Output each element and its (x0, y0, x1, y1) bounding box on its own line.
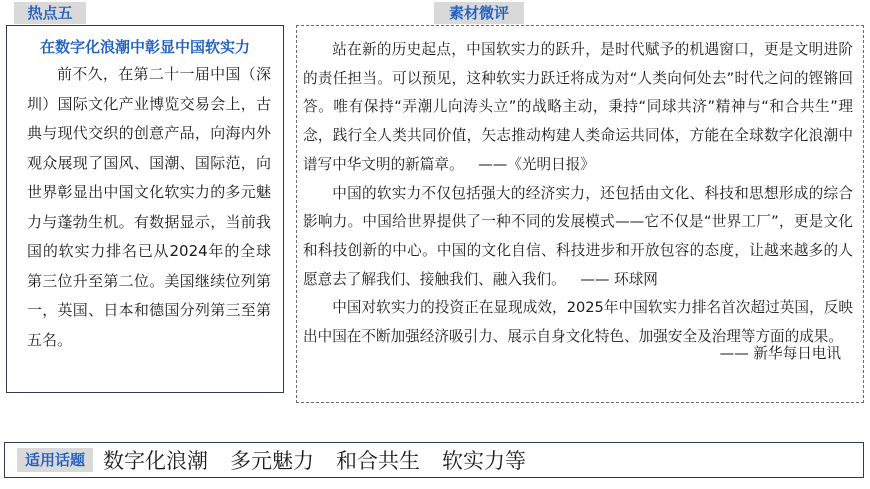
topic-item: 和合共生 (336, 449, 421, 473)
commentary-text-2: 中国的软实力不仅包括强大的经济实力，还包括由文化、科技和思想形成的综合影响力。中国给世界提供了一种不同的发展模式——它不仅是“世界工厂”，更是文化和科技创新的中心。中国的文化自信、科技进步和开放包容的态度，让越来越多的人愿意去了解我们、接触我们、融入我们。 (303, 184, 853, 288)
news-body: 前不久，在第二十一届中国（深圳）国际文化产业博览交易会上，古典与现代交织的创意产品，向海内外观众展现了国风、国潮、国际范，向世界彰显出中国文化软实力的多元魅力与蓬勃生机。有数据显示，当前我国的软实力排名已从2024年的全球第三位升至第二位。美国继续位列第一，英国、日本和德国分列第三至第五名。 (27, 65, 271, 349)
topic-item: 软实力等 (442, 449, 527, 473)
topic-list (103, 445, 548, 475)
news-panel (6, 25, 284, 393)
commentary-paragraph-2 (303, 180, 853, 295)
commentary-tag: 素材微评 (434, 2, 524, 24)
applicable-topics-label: 适用话题 (17, 448, 93, 472)
topic-item: 数字化浪潮 (103, 449, 209, 473)
source-xinhua: —— 新华每日电讯 (719, 344, 841, 362)
news-title: 在数字化浪潮中彰显中国软实力 (39, 38, 250, 56)
source-guangming: ——《光明日报》 (478, 155, 595, 173)
commentary-paragraph-1 (303, 36, 853, 180)
source-huanqiu: —— 环球网 (580, 270, 658, 288)
commentary-paragraph-3: 中国对软实力的投资正在显现成效，2025年中国软实力排名首次超过英国，反映出中国在不断加强经济吸引力、展示自身文化特色、加强安全及治理等方面的成果。 (303, 299, 853, 346)
topic-item: 多元魅力 (230, 449, 315, 473)
applicable-topics-bar (4, 442, 864, 478)
commentary-text-1: 站在新的历史起点，中国软实力的跃升，是时代赋予的机遇窗口，更是文明进阶的责任担当。可以预见，这种软实力跃迁将成为对“人类向何处去”时代之问的铿锵回答。唯有保持“弄潮儿向涛头立”的战略主动，秉持“同球共济”精神与“和合共生”理念，践行全人类共同价值，矢志推动构建人类命运共同体，方能在全球数字化浪潮中谱写中华文明的新篇章。 (303, 41, 853, 173)
commentary-panel (296, 25, 864, 403)
hotspot-tag: 热点五 (14, 2, 86, 24)
